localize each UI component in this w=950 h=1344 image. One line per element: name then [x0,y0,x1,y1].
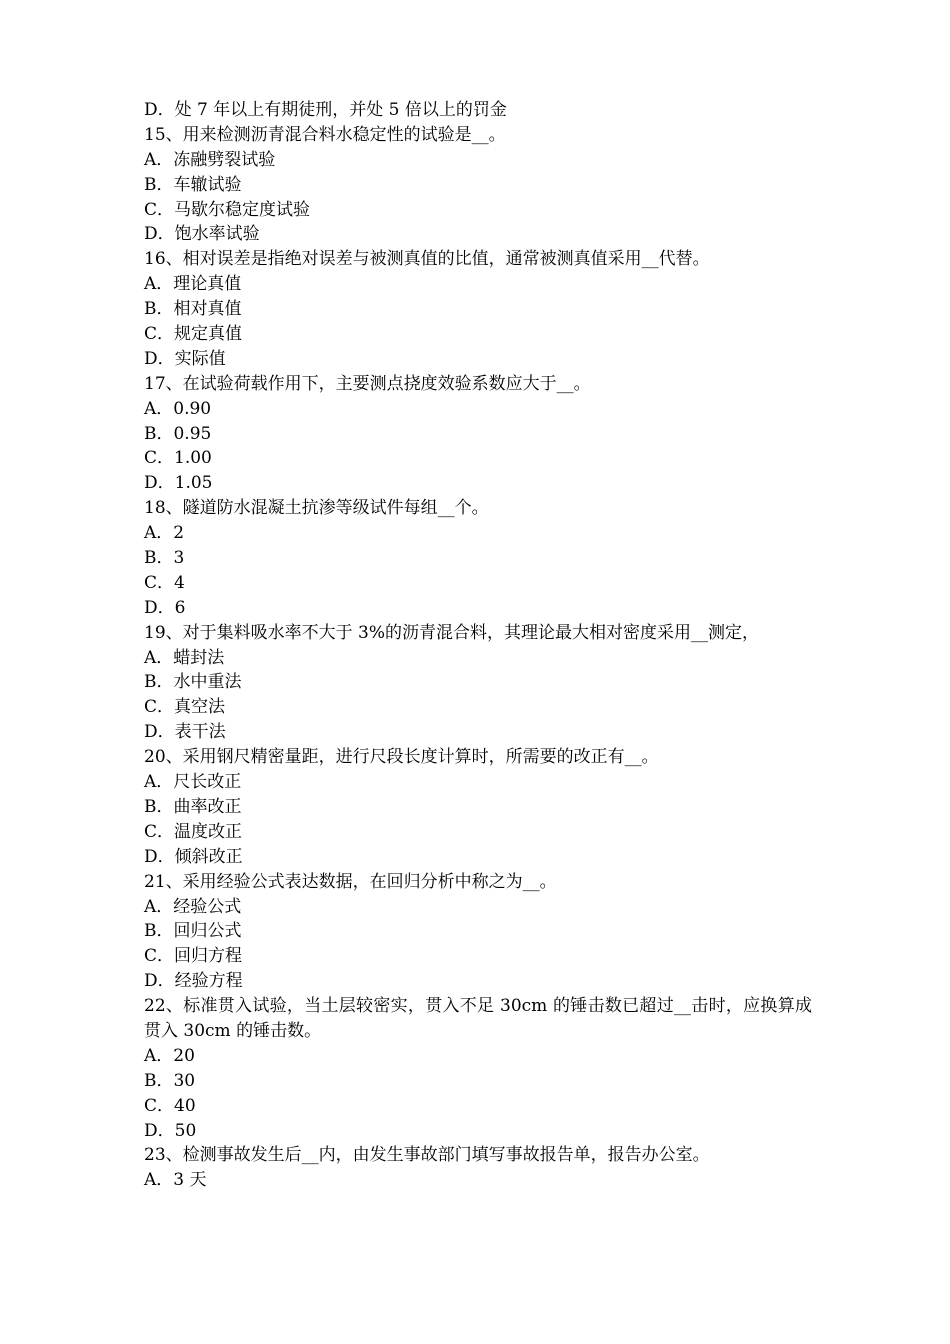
question-text: 17、在试验荷载作用下，主要测点挠度效验系数应大于__。 [144,373,591,394]
option-text: B．30 [144,1070,196,1091]
option-text: B．曲率改正 [144,796,242,817]
option-text: A．2 [144,523,185,544]
option-text: A．0.90 [144,398,212,419]
option-text: D．50 [144,1120,197,1141]
option-text: B．3 [144,548,185,569]
question-text: 23、检测事故发生后__内，由发生事故部门填写事故报告单，报告办公室。 [144,1145,710,1166]
option-text: D．实际值 [144,348,226,369]
question-text: 22、标准贯入试验，当土层较密实，贯入不足 30cm 的锤击数已超过__击时，应换算成贯入 30cm 的锤击数。 [144,996,812,1041]
option-text: D．经验方程 [144,971,243,992]
option-text: D．处 7 年以上有期徒刑，并处 5 倍以上的罚金 [144,100,507,120]
option-text: A．理论真值 [144,274,242,295]
option-text: C．1.00 [144,448,212,469]
question-text: 15、用来检测沥青混合料水稳定性的试验是__。 [144,124,506,145]
exam-questions [144,98,812,1193]
option-text: B．车辙试验 [144,174,242,195]
question-text: 21、采用经验公式表达数据，在回归分析中称之为__。 [144,871,557,892]
question-text: 16、相对误差是指绝对误差与被测真值的比值，通常被测真值采用__代替。 [144,249,710,270]
option-text: C．4 [144,572,185,593]
question-text: 19、对于集料吸水率不大于 3%的沥青混合料，其理论最大相对密度采用__测定， [144,622,760,643]
option-text: D．倾斜改正 [144,846,243,867]
question-text: 20、采用钢尺精密量距，进行尺段长度计算时，所需要的改正有__。 [144,747,659,768]
option-text: A．经验公式 [144,896,242,917]
option-text: D．6 [144,597,186,618]
option-text: C．温度改正 [144,821,243,842]
option-text: A．3 天 [144,1170,207,1191]
option-text: C．回归方程 [144,946,243,967]
question-text: 18、隧道防水混凝土抗渗等级试件每组__个。 [144,498,489,519]
option-text: D．表干法 [144,722,226,743]
option-text: C．40 [144,1095,196,1116]
option-text: A．蜡封法 [144,647,225,668]
option-text: A．尺长改正 [144,772,242,793]
option-text: C．规定真值 [144,324,243,345]
option-text: C．马歇尔稳定度试验 [144,199,311,220]
option-text: A．冻融劈裂试验 [144,149,276,170]
option-text: B．0.95 [144,423,212,444]
option-text: B．相对真值 [144,299,242,320]
option-text: C．真空法 [144,697,226,718]
option-text: D．饱水率试验 [144,224,260,245]
option-text: B．水中重法 [144,672,242,693]
option-text: A．20 [144,1045,195,1066]
option-text: D．1.05 [144,473,213,494]
option-text: B．回归公式 [144,921,242,942]
